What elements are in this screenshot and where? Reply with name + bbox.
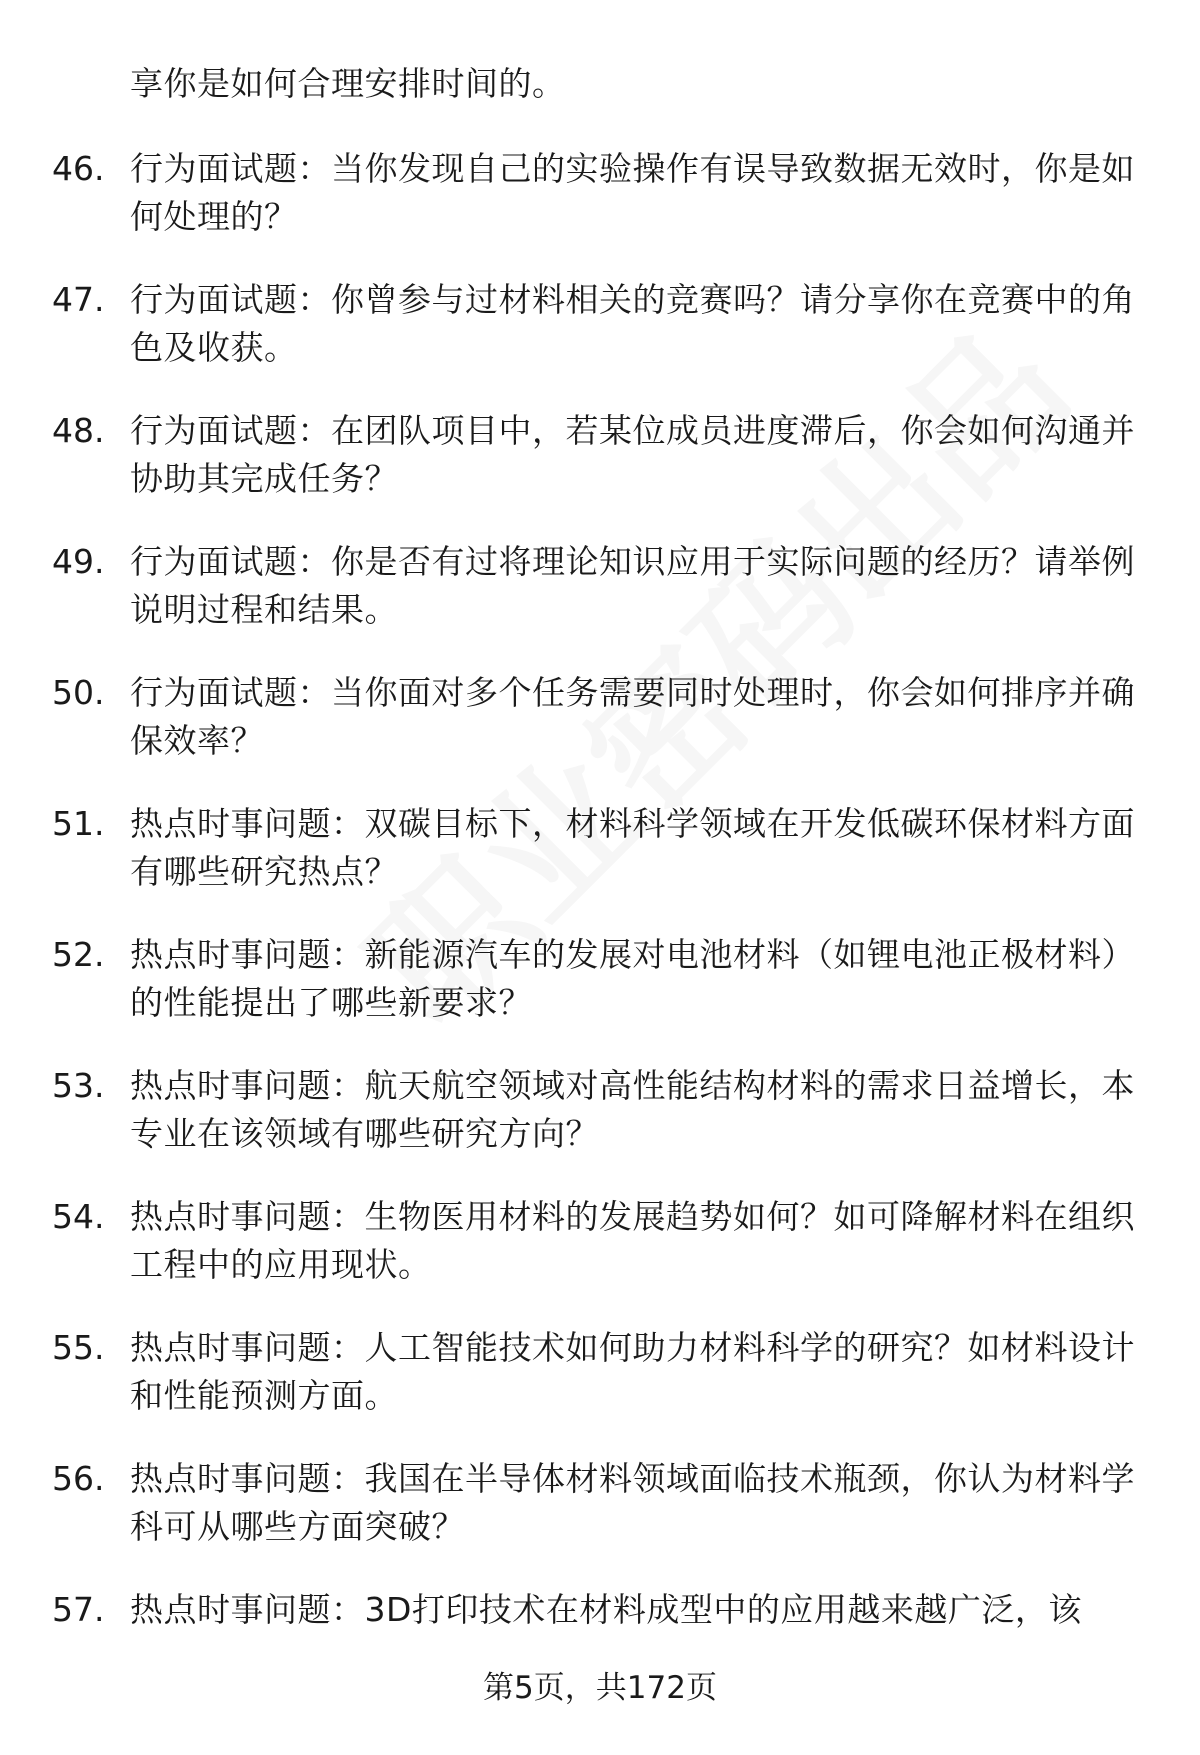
item-text: 热点时事问题：我国在半导体材料领域面临技术瓶颈，你认为材料学科可从哪些方面突破？ (130, 1459, 1135, 1546)
item-text: 行为面试题：你曾参与过材料相关的竞赛吗？请分享你在竞赛中的角色及收获。 (130, 280, 1135, 367)
item-number: 56. (52, 1459, 105, 1498)
item-number: 55. (52, 1328, 105, 1367)
item-number: 52. (52, 935, 105, 974)
item-number: 49. (52, 542, 105, 581)
page-footer: 第5页，共172页 (483, 1670, 717, 1706)
item-text: 热点时事问题：航天航空领域对高性能结构材料的需求日益增长，本专业在该领域有哪些研究方向？ (130, 1066, 1135, 1153)
item-text: 行为面试题：当你发现自己的实验操作有误导致数据无效时，你是如何处理的？ (130, 149, 1135, 236)
list-item (0, 1193, 1200, 1324)
item-number: 50. (52, 673, 105, 712)
intro-line: 享你是如何合理安排时间的。 (130, 64, 566, 103)
list-item (0, 931, 1200, 1062)
list-item (0, 276, 1200, 407)
item-text: 热点时事问题：新能源汽车的发展对电池材料（如锂电池正极材料）的性能提出了哪些新要求？ (130, 935, 1135, 1022)
item-text: 热点时事问题：双碳目标下，材料科学领域在开发低碳环保材料方面有哪些研究热点？ (130, 804, 1135, 891)
item-number: 46. (52, 149, 105, 188)
item-text: 热点时事问题：生物医用材料的发展趋势如何？如可降解材料在组织工程中的应用现状。 (130, 1197, 1135, 1284)
list-item (0, 407, 1200, 538)
item-text: 行为面试题：你是否有过将理论知识应用于实际问题的经历？请举例说明过程和结果。 (130, 542, 1135, 629)
item-number: 54. (52, 1197, 105, 1236)
list-item (0, 800, 1200, 931)
list-item (0, 145, 1200, 276)
question-list (0, 145, 1200, 1717)
list-item (0, 1455, 1200, 1586)
list-item (0, 1062, 1200, 1193)
item-text: 热点时事问题：3D打印技术在材料成型中的应用越来越广泛，该 (130, 1590, 1082, 1629)
item-number: 47. (52, 280, 105, 319)
list-item (0, 538, 1200, 669)
item-number: 57. (52, 1590, 105, 1629)
item-text: 行为面试题：当你面对多个任务需要同时处理时，你会如何排序并确保效率？ (130, 673, 1135, 760)
item-number: 48. (52, 411, 105, 450)
list-item (0, 1324, 1200, 1455)
item-number: 53. (52, 1066, 105, 1105)
list-item (0, 669, 1200, 800)
item-text: 热点时事问题：人工智能技术如何助力材料科学的研究？如材料设计和性能预测方面。 (130, 1328, 1135, 1415)
item-number: 51. (52, 804, 105, 843)
item-text: 行为面试题：在团队项目中，若某位成员进度滞后，你会如何沟通并协助其完成任务？ (130, 411, 1135, 498)
